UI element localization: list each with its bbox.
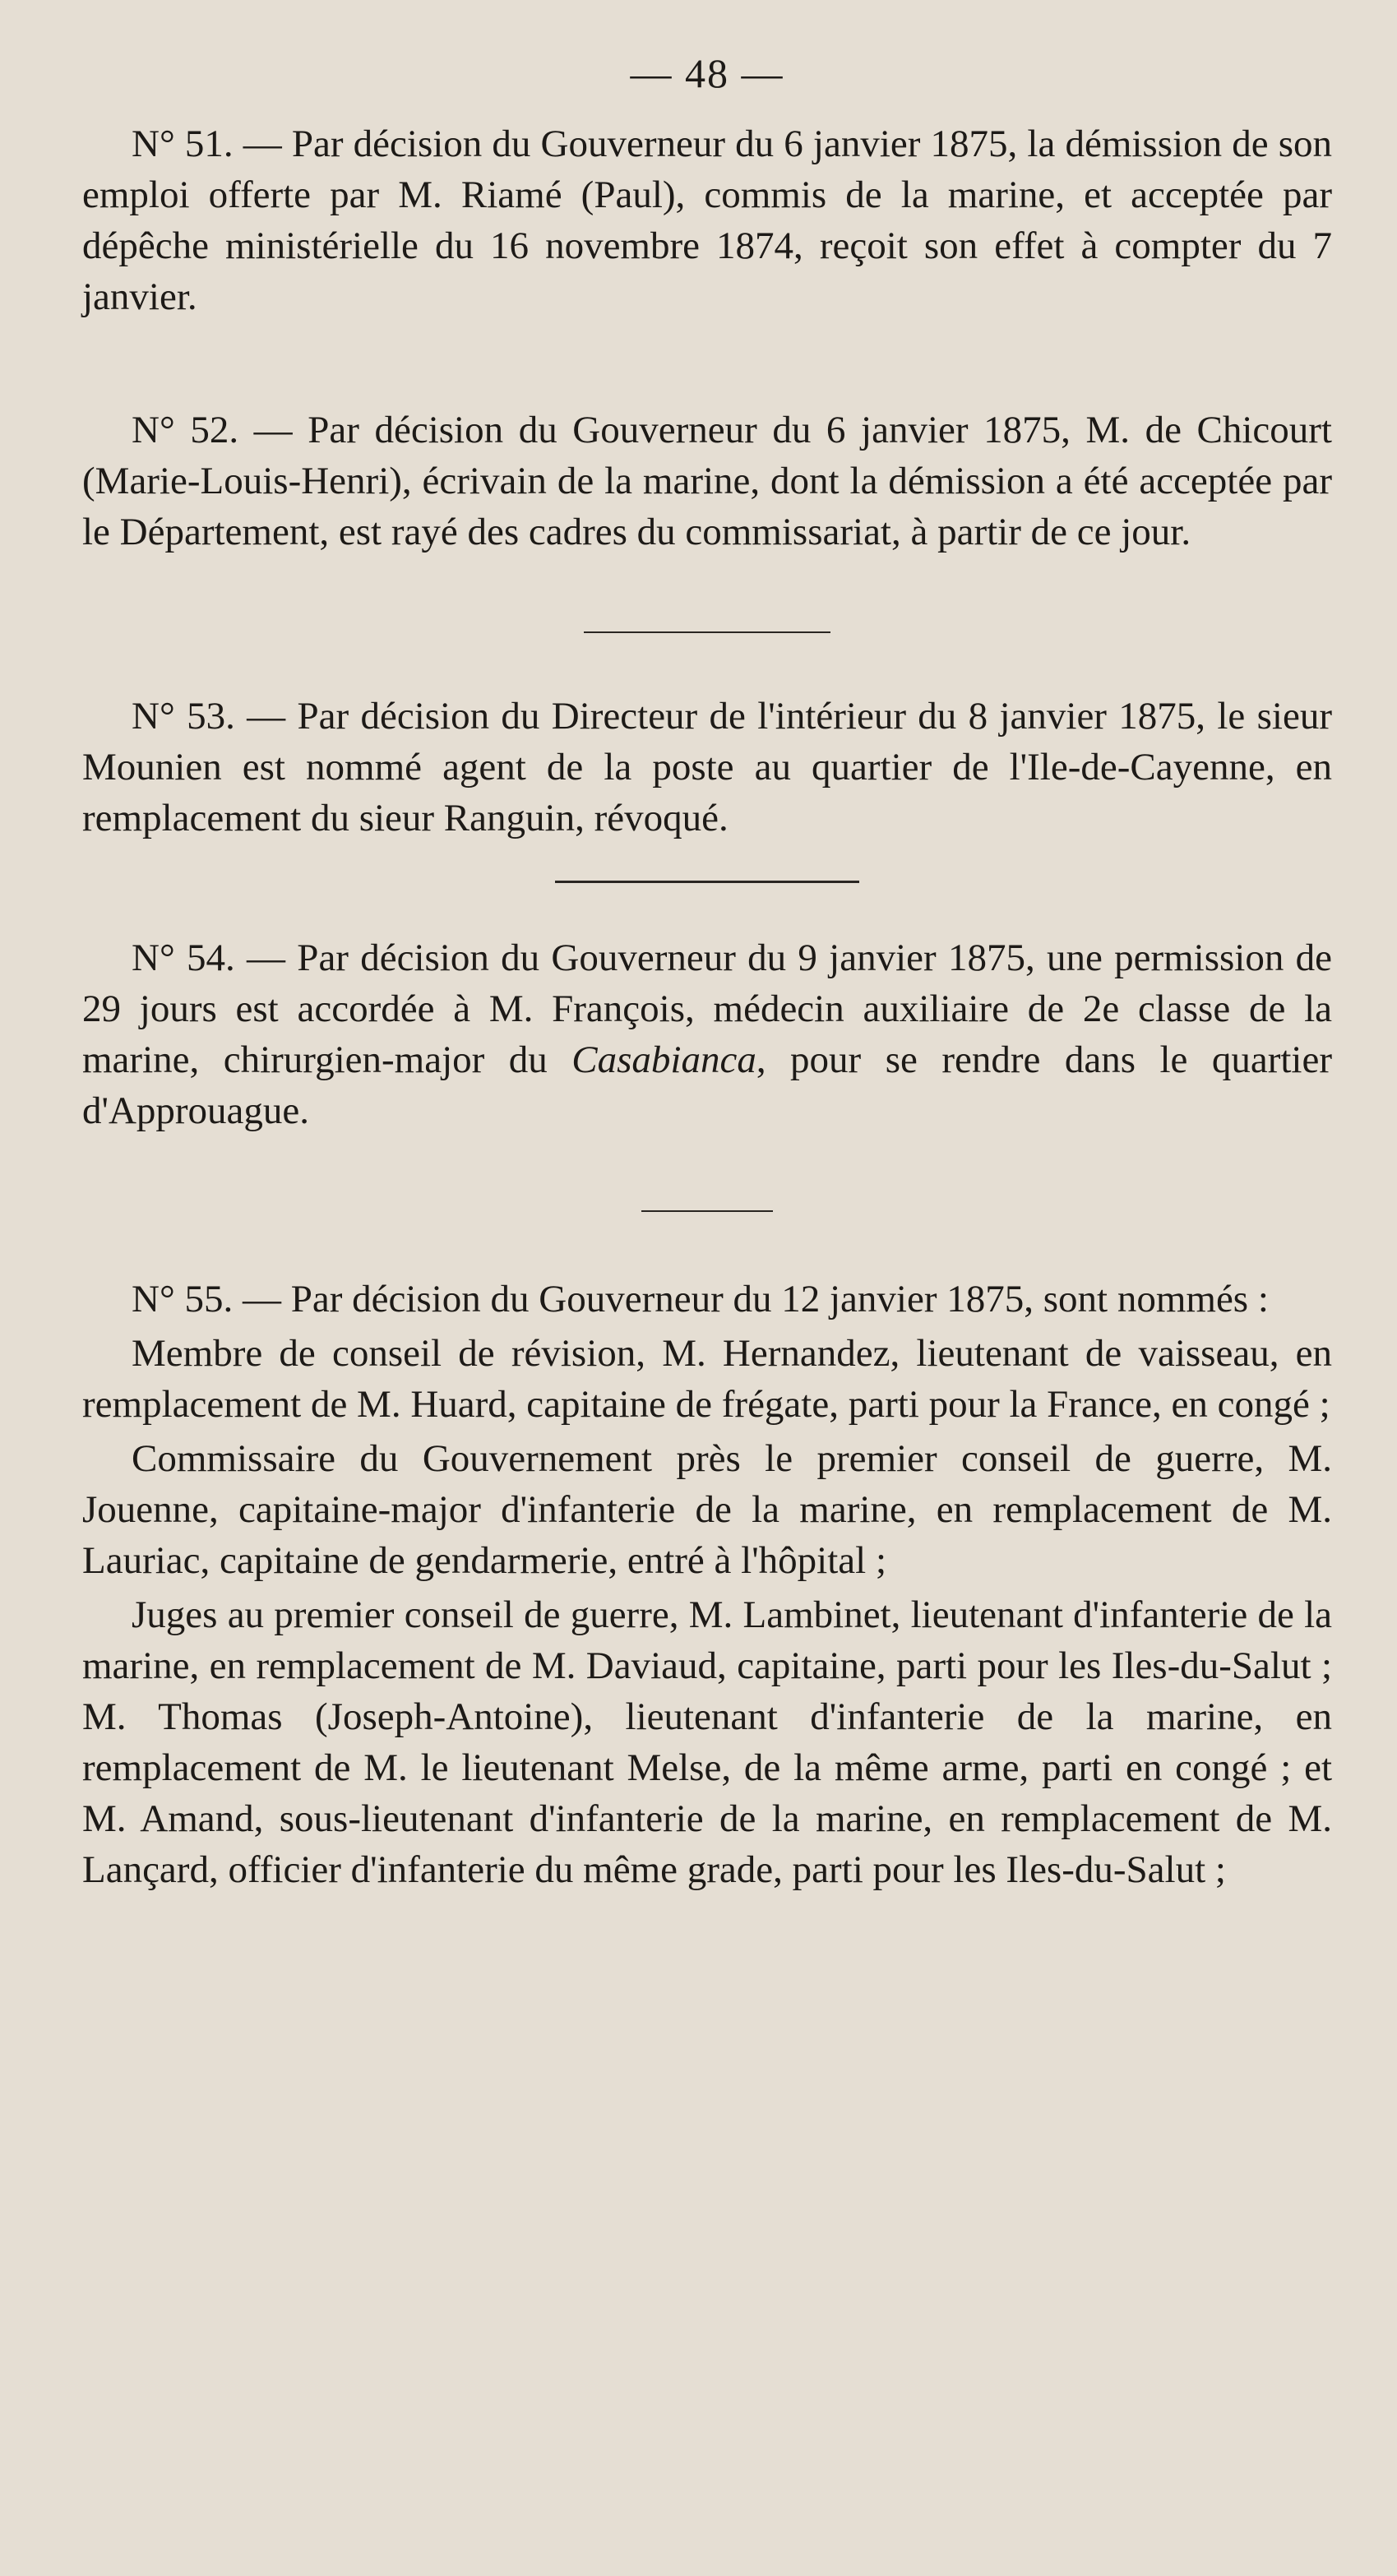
entry-54-text-end: , pour se rendre dans le quartier d'Approuague. xyxy=(82,1038,1333,1132)
document-page xyxy=(82,49,1332,1895)
entry-51 xyxy=(82,118,1332,322)
entry-54-text xyxy=(82,932,1332,1136)
entry-55-government-commissioner: Commissaire du Gouvernement près le premier conseil de guerre, M. Jouenne, capitaine-major d'infanterie de la marine, en remplacement de M. Lauriac, capitaine de gendarmerie, entré à l'hôpital ; xyxy=(82,1437,1332,1582)
page-number: — 48 — xyxy=(630,50,784,96)
section-divider xyxy=(641,1210,773,1212)
section-divider xyxy=(555,881,859,883)
entry-51-text: N° 51. — Par décision du Gouverneur du 6 janvier 1875, la démission de son emploi offerte par M. Riamé (Paul), commis de la marine, et acceptée par dépêche ministérielle du 16 novembre 1874, reçoit son effet à compter du 7 janvier. xyxy=(82,123,1332,318)
entry-54-text-start: N° 54. — Par décision du Gouverneur du 9 janvier 1875, une permission de 29 jours est accordée à M. François, médecin auxiliaire de 2e classe de la marine, chirurgien-major du xyxy=(82,937,1332,1081)
entry-53 xyxy=(82,691,1332,844)
ship-name: Casabianca xyxy=(571,1038,756,1081)
entry-55-revision-council: Membre de conseil de révision, M. Hernandez, lieutenant de vaisseau, en remplacement de M. Huard, capitaine de frégate, parti pour la France, en congé ; xyxy=(82,1332,1332,1426)
entry-55-intro: N° 55. — Par décision du Gouverneur du 12 janvier 1875, sont nommés : xyxy=(132,1278,1269,1320)
section-divider xyxy=(584,631,830,633)
entry-52-text: N° 52. — Par décision du Gouverneur du 6 janvier 1875, M. de Chicourt (Marie-Louis-Henri), écrivain de la marine, dont la démission a été acceptée par le Département, est rayé des cadres du commissariat, à partir de ce jour. xyxy=(82,409,1332,553)
entry-53-text: N° 53. — Par décision du Directeur de l'intérieur du 8 janvier 1875, le sieur Mounien est nommé agent de la poste au quartier de l'Ile-de-Cayenne, en remplacement du sieur Ranguin, révoqué. xyxy=(82,695,1332,839)
entry-54 xyxy=(82,932,1332,1136)
entry-52 xyxy=(82,405,1332,557)
entry-55-judges: Juges au premier conseil de guerre, M. Lambinet, lieutenant d'infanterie de la marine, en remplacement de M. Daviaud, capitaine, parti pour les Iles-du-Salut ; M. Thomas (Joseph-Antoine), lieutenant d'infanterie de la marine, en remplacement de M. le lieutenant Melse, de la même arme, parti en congé ; et M. Amand, sous-lieutenant d'infanterie de la marine, en remplacement de M. Lançard, officier d'infanterie du même grade, parti pour les Iles-du-Salut ; xyxy=(82,1593,1332,1891)
entry-55 xyxy=(82,1274,1332,1895)
